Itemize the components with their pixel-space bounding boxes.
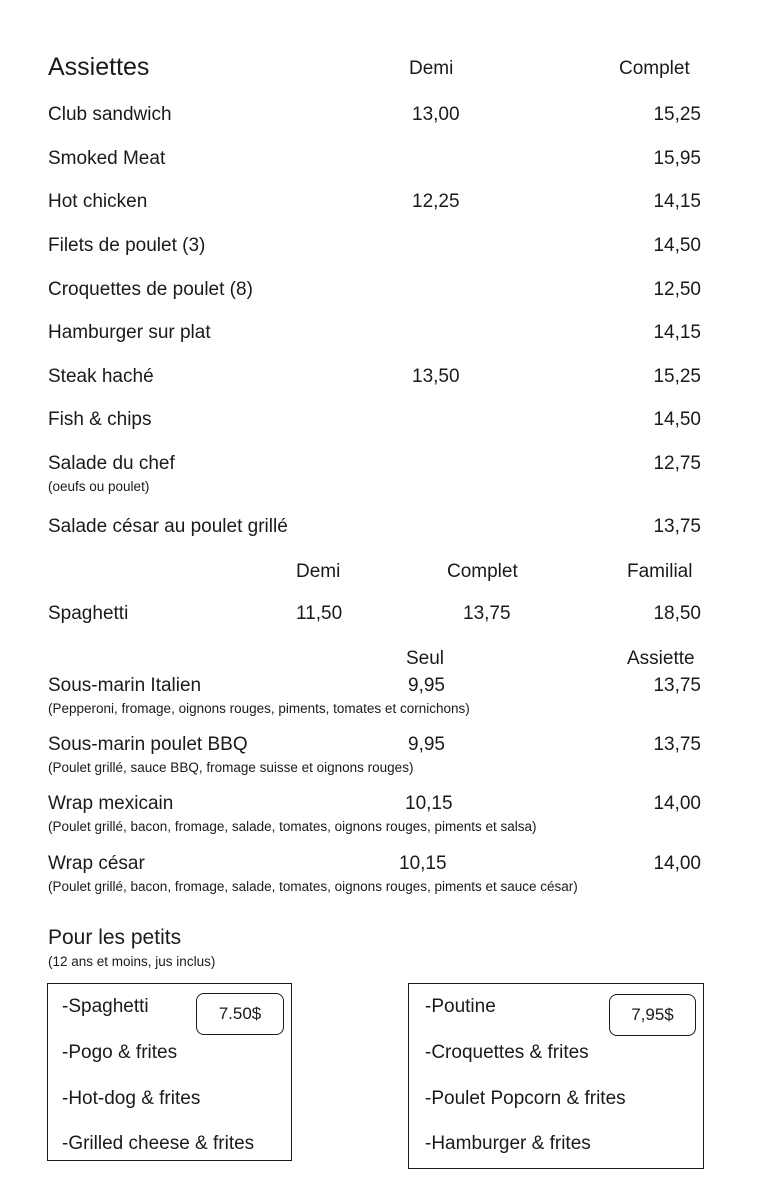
menu-item-name: Spaghetti — [48, 603, 129, 624]
menu-item-name: Club sandwich — [48, 104, 172, 125]
price-demi: 12,25 — [412, 191, 460, 212]
price-complet: 12,50 — [653, 279, 701, 300]
price-tag: 7.50$ — [196, 993, 284, 1035]
section-note-petits: (12 ans et moins, jus inclus) — [48, 954, 216, 969]
price-demi: 11,50 — [296, 603, 343, 624]
column-header-familial: Familial — [627, 561, 693, 582]
menu-item-name: Wrap césar — [48, 853, 145, 874]
price-assiette: 14,00 — [653, 853, 701, 874]
section-title-petits: Pour les petits — [48, 926, 182, 949]
kids-menu-item: -Poulet Popcorn & frites — [425, 1088, 626, 1109]
menu-item-name: Sous-marin poulet BBQ — [48, 734, 248, 755]
kids-menu-item: -Grilled cheese & frites — [62, 1133, 255, 1154]
price-complet: 13,75 — [653, 516, 701, 537]
column-header-complet: Complet — [619, 58, 690, 79]
menu-item-name: Wrap mexicain — [48, 793, 174, 814]
kids-menu-box-1 — [47, 983, 292, 1161]
price-familial: 18,50 — [653, 603, 701, 624]
kids-menu-item: -Hot-dog & frites — [62, 1088, 201, 1109]
column-header-seul: Seul — [406, 648, 445, 669]
price-assiette: 13,75 — [653, 734, 701, 755]
kids-menu-item: -Hamburger & frites — [425, 1133, 591, 1154]
price-complet: 13,75 — [463, 603, 511, 624]
price-complet: 15,95 — [653, 148, 701, 169]
column-header-complet-spaghetti: Complet — [447, 561, 518, 582]
price-complet: 14,50 — [653, 409, 701, 430]
menu-item-note: (Pepperoni, fromage, oignons rouges, piments, tomates et cornichons) — [48, 701, 470, 716]
menu-item-name: Smoked Meat — [48, 148, 166, 169]
kids-menu-item: -Spaghetti — [62, 996, 149, 1017]
price-seul: 10,15 — [405, 793, 453, 814]
menu-item-name: Sous-marin Italien — [48, 675, 202, 696]
menu-item-name: Fish & chips — [48, 409, 152, 430]
section-title-assiettes: Assiettes — [48, 53, 150, 81]
price-complet: 12,75 — [653, 453, 701, 474]
menu-item-name: Filets de poulet (3) — [48, 235, 206, 256]
price-complet: 15,25 — [653, 366, 701, 387]
price-tag: 7,95$ — [609, 994, 696, 1036]
price-seul: 9,95 — [408, 675, 445, 696]
kids-menu-item: -Poutine — [425, 996, 496, 1017]
price-complet: 14,15 — [653, 322, 701, 343]
price-demi: 13,50 — [412, 366, 460, 387]
price-demi: 13,00 — [412, 104, 460, 125]
menu-item-note: (Poulet grillé, sauce BBQ, fromage suisse et oignons rouges) — [48, 760, 414, 775]
menu-item-note: (Poulet grillé, bacon, fromage, salade, tomates, oignons rouges, piments et salsa) — [48, 819, 537, 834]
price-assiette: 13,75 — [653, 675, 701, 696]
price-assiette: 14,00 — [653, 793, 701, 814]
kids-menu-box-2 — [408, 983, 704, 1169]
menu-item-name: Hamburger sur plat — [48, 322, 211, 343]
menu-item-note: (oeufs ou poulet) — [48, 479, 150, 494]
price-seul: 10,15 — [399, 853, 447, 874]
column-header-assiette: Assiette — [627, 648, 695, 669]
menu-item-note: (Poulet grillé, bacon, fromage, salade, tomates, oignons rouges, piments et sauce césar) — [48, 879, 578, 894]
price-complet: 14,50 — [653, 235, 701, 256]
price-seul: 9,95 — [408, 734, 445, 755]
menu-item-name: Salade césar au poulet grillé — [48, 516, 288, 537]
menu-item-name: Hot chicken — [48, 191, 148, 212]
column-header-demi: Demi — [409, 58, 454, 79]
menu-item-name: Salade du chef — [48, 453, 175, 474]
menu-item-name: Steak haché — [48, 366, 154, 387]
kids-menu-item: -Pogo & frites — [62, 1042, 178, 1063]
menu-item-name: Croquettes de poulet (8) — [48, 279, 253, 300]
price-complet: 15,25 — [653, 104, 701, 125]
column-header-demi-spaghetti: Demi — [296, 561, 341, 582]
price-complet: 14,15 — [653, 191, 701, 212]
kids-menu-item: -Croquettes & frites — [425, 1042, 589, 1063]
